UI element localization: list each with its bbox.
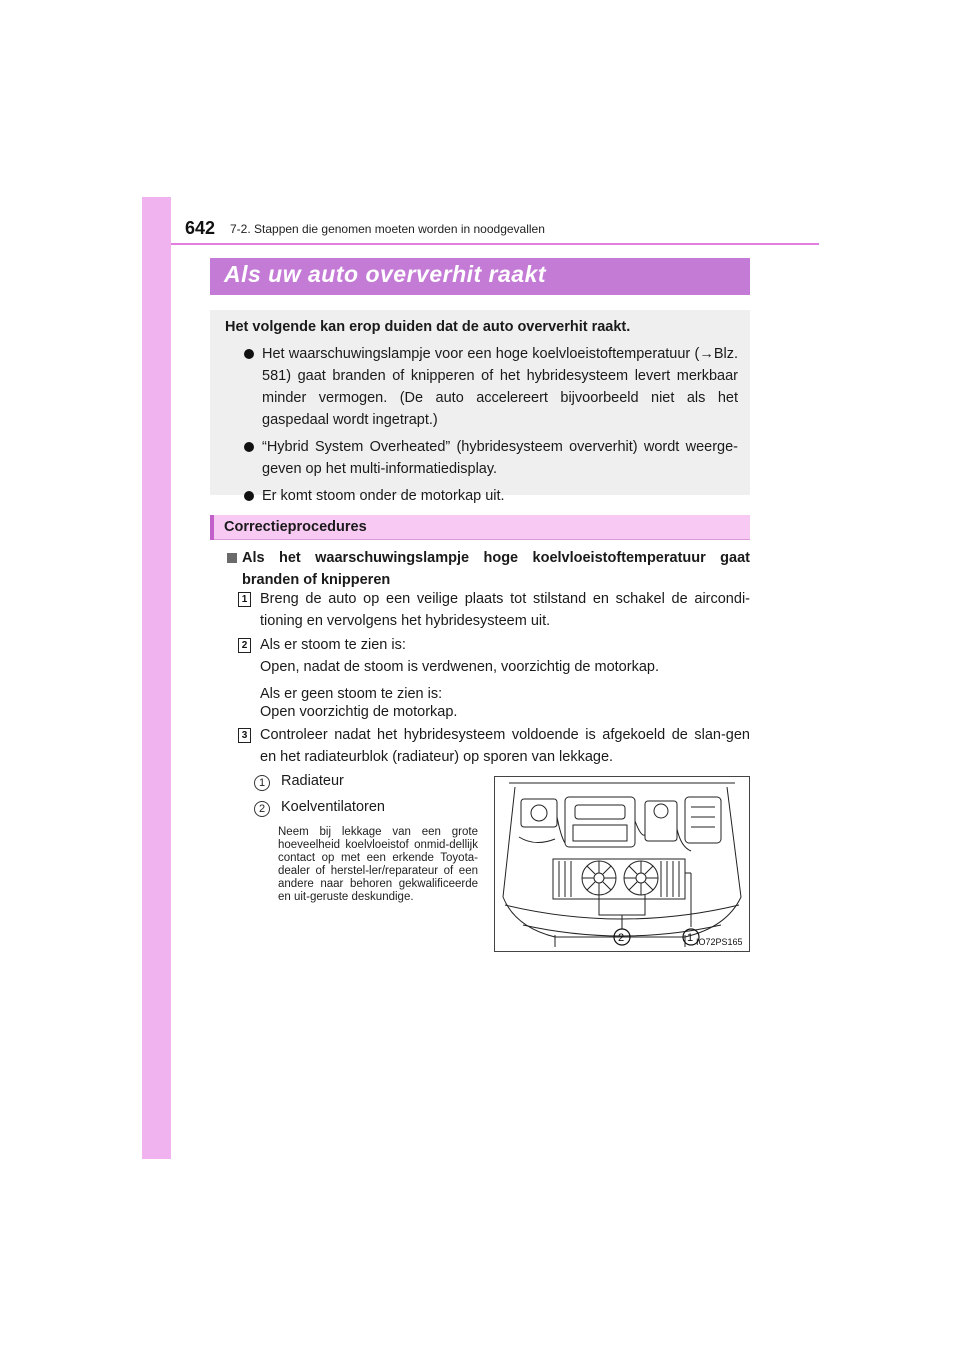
info-intro: Het volgende kan erop duiden dat de auto oververhit raakt. <box>225 319 631 335</box>
legend-number-2: 2 <box>254 801 270 817</box>
figure-callout-1: 1 <box>687 932 694 944</box>
figure-caption: IO72PS165 <box>696 937 743 947</box>
step-2-line-3: Als er geen stoom te zien is: <box>260 686 443 702</box>
step-2-badge: 2 <box>238 638 251 653</box>
step-1-badge: 1 <box>238 592 251 607</box>
procedures-title: Correctieprocedures <box>224 519 367 535</box>
info-box <box>210 310 750 504</box>
chapter-side-tab <box>142 197 171 1159</box>
figure-callout-2: 2 <box>618 932 625 944</box>
step-3-text: Controleer nadat het hybridesysteem voldoende is afgekoeld de slan-gen en het radiateurblok (radiateur) op sporen van lekkage. <box>260 727 750 765</box>
info-bullet <box>225 436 738 480</box>
square-bullet-icon <box>227 553 237 563</box>
header-divider <box>171 243 819 245</box>
step-2-line-4: Open voorzichtig de motorkap. <box>260 704 458 720</box>
section-title: Als uw auto oververhit raakt <box>224 261 547 287</box>
bullet-icon <box>244 349 254 359</box>
page-number: 642 <box>185 218 216 238</box>
engine-bay-illustration <box>494 776 750 952</box>
legend-number-1: 1 <box>254 775 270 791</box>
step-3-badge: 3 <box>238 728 251 743</box>
info-bullet <box>225 485 738 507</box>
bullet-icon <box>244 491 254 501</box>
engine-bay-drawing <box>495 777 749 951</box>
info-bullet <box>225 343 738 431</box>
condition-heading <box>226 547 750 591</box>
banner-edge <box>210 515 214 540</box>
condition-text: Als het waarschuwingslampje hoge koelvloeistoftemperatuur gaat branden of knipperen <box>242 550 750 588</box>
chapter-title: 7-2. Stappen die genomen moeten worden in noodgevallen <box>230 222 545 236</box>
step-2-line-2: Open, nadat de stoom is verdwenen, voorzichtig de motorkap. <box>260 659 659 675</box>
legend-label-koelventilatoren: Koelventilatoren <box>281 799 385 815</box>
step-2-line-1: Als er stoom te zien is: <box>260 637 406 653</box>
info-bullet-text: Er komt stoom onder de motorkap uit. <box>262 488 505 504</box>
bullet-icon <box>244 442 254 452</box>
info-bullet-text: “Hybrid System Overheated” (hybridesysteem oververhit) wordt weerge-geven op het multi-informatiedisplay. <box>262 439 738 477</box>
legend-label-radiateur: Radiateur <box>281 773 344 789</box>
step-1-text: Breng de auto op een veilige plaats tot stilstand en schakel de aircondi-tioning en vervolgens het hybridesysteem uit. <box>260 591 750 629</box>
info-bullet-text: Het waarschuwingslampje voor een hoge koelvloeistoftemperatuur (→Blz. 581) gaat branden of knipperen of het hybridesysteem levert merkbaar minder vermogen. (De auto accelereert bijvoorbeeld niet als het gaspedaal wordt ingetrapt.) <box>262 346 738 428</box>
leak-note: Neem bij lekkage van een grote hoeveelheid koelvloeistof onmid-dellijk contact op met een erkende Toyota-dealer of herstel-ler/reparateur of een andere naar behoren gekwalificeerde en uit-geruste deskundige. <box>278 826 478 903</box>
procedures-banner <box>210 515 750 540</box>
section-banner <box>210 258 750 295</box>
